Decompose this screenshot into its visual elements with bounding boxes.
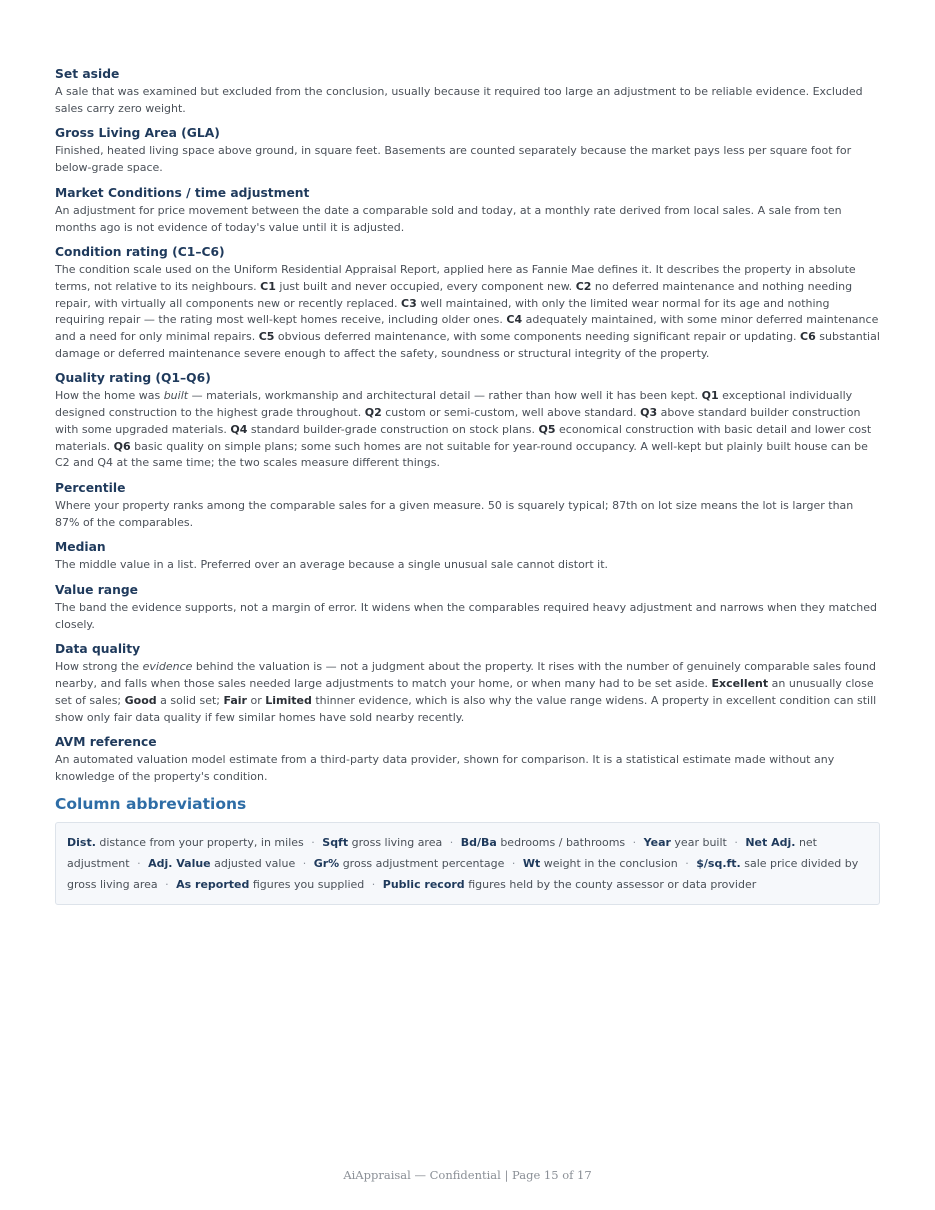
- term-definition: [55, 262, 880, 362]
- abbreviation-term: Public record: [382, 877, 465, 891]
- term-key: Q1: [701, 389, 719, 403]
- term-text: or: [246, 693, 266, 707]
- term-text: — materials, workmanship and architectural detail — rather than how well it has been kept.: [188, 389, 702, 403]
- term-emphasis: evidence: [142, 660, 193, 674]
- term-definition: [55, 143, 880, 176]
- glossary-term-median: [55, 539, 880, 574]
- term-key: C2: [575, 279, 592, 293]
- abbreviation-bd-ba: [461, 836, 625, 849]
- term-definition: [55, 84, 880, 117]
- term-text: Finished, heated living space above ground, in square feet. Basements are counted separately because the market pays less per square foot for below-grade space.: [55, 144, 852, 175]
- abbreviation-term: Bd/Ba: [460, 835, 497, 849]
- term-title: Market Conditions / time adjustment: [55, 185, 310, 200]
- abbreviation-gr: [314, 857, 505, 870]
- glossary-terms: [55, 66, 880, 786]
- term-title: Gross Living Area (GLA): [55, 126, 220, 141]
- term-text: How strong the: [55, 660, 143, 674]
- term-text: The band the evidence supports, not a margin of error. It widens when the comparables required heavy adjustment and narrows when they matched closely.: [55, 601, 877, 631]
- term-text: The condition scale used on the Uniform Residential Appraisal Report, applied here as Fannie Mae defines it. It describes the property in absolute terms, not relative to its neighbours.: [55, 263, 856, 293]
- term-text: How the home was: [55, 389, 164, 403]
- term-text: behind the valuation is — not a judgment about the property. It rises with the number of genuinely comparable sales found nearby, and falls when those sales needed large adjustments to match your home, or when many had to be set aside.: [55, 660, 877, 691]
- abbreviation-separator: ·: [165, 877, 169, 891]
- abbreviation-as-reported: [176, 878, 364, 891]
- term-title: Median: [55, 540, 106, 555]
- term-text: an unusually close set of sales;: [55, 677, 874, 707]
- abbreviation-term: Gr%: [313, 856, 340, 870]
- term-text: exceptional individually designed construction to the highest grade throughout.: [55, 389, 853, 420]
- term-title: Percentile: [55, 480, 126, 495]
- glossary-term-data-quality: [55, 641, 880, 726]
- term-title: Value range: [55, 583, 138, 598]
- term-text: standard builder-grade construction on stock plans.: [247, 422, 539, 436]
- term-key: Q6: [113, 439, 131, 453]
- glossary-term-avm-reference: [55, 734, 880, 785]
- abbreviation-term: $/sq.ft.: [696, 856, 741, 870]
- term-text: economical construction with basic detail and lower cost materials.: [55, 422, 872, 453]
- term-definition: [55, 752, 880, 785]
- abbreviation-term: Year: [643, 835, 671, 849]
- term-definition: [55, 498, 880, 531]
- glossary-term-percentile: [55, 480, 880, 531]
- term-key: Limited: [265, 693, 312, 707]
- term-text: above standard builder construction with some upgraded materials.: [55, 406, 861, 436]
- abbreviation-separator: ·: [632, 835, 637, 849]
- term-key: Q5: [538, 422, 556, 436]
- abbreviation-term: Wt: [522, 856, 541, 870]
- abbreviation-description: gross living area: [351, 835, 443, 849]
- abbreviation-description: weight in the conclusion: [543, 856, 678, 870]
- term-text: just built and never occupied, every component new.: [275, 279, 576, 293]
- term-text: thinner evidence, which is also why the value range widens. A property in excellent condition can still show only fair data quality if few similar homes have sold nearby recently.: [55, 693, 877, 724]
- glossary-term-condition-rating-c1-c6: [55, 244, 880, 362]
- term-text: obvious deferred maintenance, with some components needing significant repair or updating.: [274, 330, 801, 344]
- column-abbreviations-heading: Column abbreviations: [55, 794, 247, 813]
- abbreviation-public-record: [383, 878, 756, 891]
- glossary-term-quality-rating-q1-q6: [55, 370, 880, 472]
- term-text: no deferred maintenance and nothing needing repair, with virtually all components new or recently replaced.: [55, 279, 853, 310]
- abbreviation-term: Net Adj.: [745, 835, 796, 849]
- abbreviation-term: Dist.: [67, 835, 96, 849]
- term-definition: [55, 600, 880, 633]
- term-text: The middle value in a list. Preferred over an average because a single unusual sale cannot distort it.: [55, 558, 609, 572]
- term-key: C6: [800, 330, 816, 344]
- term-key: Fair: [223, 693, 247, 707]
- term-title: Data quality: [55, 642, 141, 657]
- term-key: Q4: [230, 422, 248, 436]
- abbreviation-description: adjusted value: [214, 856, 296, 870]
- glossary-page: [55, 66, 880, 905]
- term-title: Condition rating (C1–C6): [55, 245, 225, 260]
- abbreviation-separator: ·: [685, 856, 689, 870]
- abbreviation-separator: ·: [371, 877, 376, 891]
- term-definition: [55, 557, 880, 574]
- abbreviation-description: sale price divided by gross living area: [67, 856, 859, 891]
- term-title: AVM reference: [55, 735, 157, 750]
- term-emphasis: built: [163, 389, 189, 403]
- term-key: C5: [258, 330, 275, 344]
- abbreviation-term: Sqft: [322, 835, 349, 849]
- term-text: basic quality on simple plans; some such homes are not suitable for year-round occupancy. A well-kept but plainly built house can be C2 and Q4 at the same time; the two scales measure different things.: [55, 439, 868, 470]
- term-definition: [55, 203, 880, 236]
- term-text: Where your property ranks among the comparable sales for a given measure. 50 is squarely typical; 87th on lot size means the lot is larger than 87% of the comparables.: [55, 498, 854, 529]
- term-text: well maintained, with only the limited wear normal for its age and nothing requiring repair — the rating most well-kept homes receive, including older ones.: [55, 296, 830, 327]
- abbreviation-separator: ·: [302, 856, 307, 870]
- term-title: Quality rating (Q1–Q6): [55, 371, 211, 386]
- abbreviation-wt: [523, 857, 678, 870]
- term-text: adequately maintained, with some minor deferred maintenance and a need for only minimal repairs.: [55, 313, 879, 344]
- term-key: Q3: [640, 406, 658, 420]
- term-text: An automated valuation model estimate from a third-party data provider, shown for comparison. It is a statistical estimate made without any knowledge of the property's condition.: [55, 753, 835, 783]
- term-text: A sale that was examined but excluded from the conclusion, usually because it required too large an adjustment to be reliable evidence. Excluded sales carry zero weight.: [55, 85, 863, 115]
- glossary-term-market-conditions-time-adjustment: [55, 185, 880, 236]
- glossary-term-gross-living-area-gla: [55, 125, 880, 176]
- abbreviation-separator: ·: [449, 835, 454, 849]
- glossary-term-set-aside: [55, 66, 880, 117]
- term-key: C3: [401, 296, 417, 310]
- term-definition: [55, 659, 880, 726]
- abbreviation-description: year built: [674, 835, 727, 849]
- abbreviation-separator: ·: [311, 835, 315, 849]
- abbreviation-description: gross adjustment percentage: [342, 856, 505, 870]
- term-text: custom or semi-custom, well above standard.: [381, 406, 641, 420]
- term-definition: [55, 388, 880, 472]
- glossary-term-value-range: [55, 582, 880, 633]
- abbreviation-description: figures held by the county assessor or data provider: [468, 877, 757, 891]
- abbreviation-sqft: [322, 836, 442, 849]
- abbreviation-separator: ·: [734, 835, 738, 849]
- term-text: substantial damage or deferred maintenance severe enough to affect the safety, soundness or structural integrity of the property.: [55, 330, 880, 360]
- abbreviation-term: As reported: [176, 877, 250, 891]
- term-text: a solid set;: [156, 693, 224, 707]
- abbreviation-year: [644, 836, 727, 849]
- term-key: C4: [506, 313, 523, 327]
- abbreviation-adj-value: [148, 857, 295, 870]
- term-key: Excellent: [711, 677, 769, 691]
- term-key: Q2: [364, 406, 382, 420]
- term-text: An adjustment for price movement between the date a comparable sold and today, at a monthly rate derived from local sales. A sale from ten months ago is not evidence of today's value until it is adjusted.: [55, 203, 842, 234]
- abbreviation-separator: ·: [137, 856, 141, 870]
- term-title: Set aside: [55, 67, 120, 81]
- abbreviation-dist: [67, 836, 304, 849]
- term-key: C1: [260, 279, 276, 293]
- abbreviation-description: distance from your property, in miles: [99, 835, 304, 849]
- page-footer: AiAppraisal — Confidential | Page 15 of 17: [343, 1168, 592, 1182]
- column-abbreviations-box: [55, 822, 880, 905]
- abbreviation-description: figures you supplied: [252, 877, 365, 891]
- term-key: Good: [124, 693, 157, 707]
- abbreviation-term: Adj. Value: [148, 856, 211, 870]
- abbreviation-separator: ·: [511, 856, 516, 870]
- abbreviation-description: bedrooms / bathrooms: [500, 835, 626, 849]
- abbreviation-description: net adjustment: [67, 835, 817, 870]
